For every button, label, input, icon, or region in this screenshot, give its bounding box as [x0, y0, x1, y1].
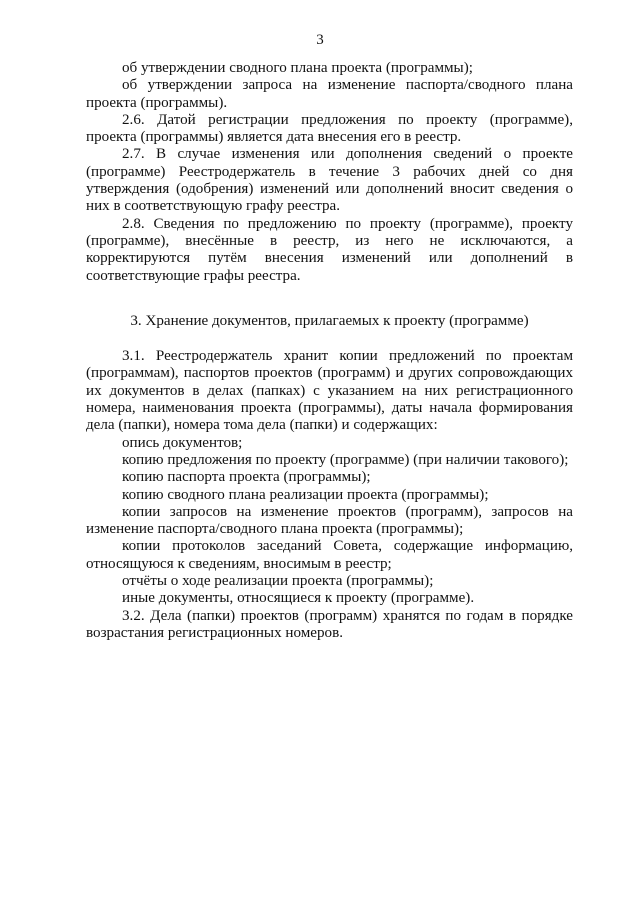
list-item: копию сводного плана реализации проекта (программы);	[122, 486, 489, 503]
paragraph-3-1: 3.1. Реестродержатель хранит копии предложений по проектам (программам), паспортов проектов (программ) и других сопровождающих их документов в делах (папках) с указанием на них регистрационного номера, наименования проекта (программы), даты начала формирования дела (папки), номера тома дела (папки) и содержащих:	[86, 348, 573, 434]
list-item: копию паспорта проекта (программы);	[122, 469, 371, 486]
list-item: копии протоколов заседаний Совета, содержащие информацию, относящуюся к сведениям, вносимым в реестр;	[86, 538, 573, 572]
paragraph-2-6: 2.6. Датой регистрации предложения по проекту (программе), проекта (программы) является дата внесения его в реестр.	[86, 111, 573, 146]
paragraph-2-8: 2.8. Сведения по предложению по проекту (программе), проекту (программе), внесённые в реестр, из него не исключаются, а корректируются путём внесения изменений или дополнений в соответствующие графы реестра.	[86, 215, 573, 284]
list-item: иные документы, относящиеся к проекту (программе).	[122, 590, 475, 607]
list-item: опись документов;	[122, 434, 243, 451]
list-item: отчёты о ходе реализации проекта (программы);	[122, 573, 434, 590]
paragraph: об утверждении запроса на изменение паспорта/сводного плана проекта (программы).	[86, 77, 573, 111]
list-item: копию предложения по проекту (программе) (при наличии такового);	[122, 451, 569, 468]
paragraph-2-7: 2.7. В случае изменения или дополнения сведений о проекте (программе) Реестродержатель в течение 3 рабочих дней со дня утверждения (одобрения) изменений или дополнений вносит сведения о них в соответствующую графу реестра.	[86, 146, 573, 215]
paragraph: об утверждении сводного плана проекта (программы);	[122, 60, 473, 76]
list-item: копии запросов на изменение проектов (программ), запросов на изменение паспорта/сводного плана проекта (программы);	[86, 503, 573, 538]
page-number: 3	[316, 32, 324, 48]
section-heading: 3. Хранение документов, прилагаемых к проекту (программе)	[130, 312, 529, 329]
paragraph-3-2: 3.2. Дела (папки) проектов (программ) хранятся по годам в порядке возрастания регистрационных номеров.	[86, 607, 573, 641]
document-body	[86, 60, 573, 642]
